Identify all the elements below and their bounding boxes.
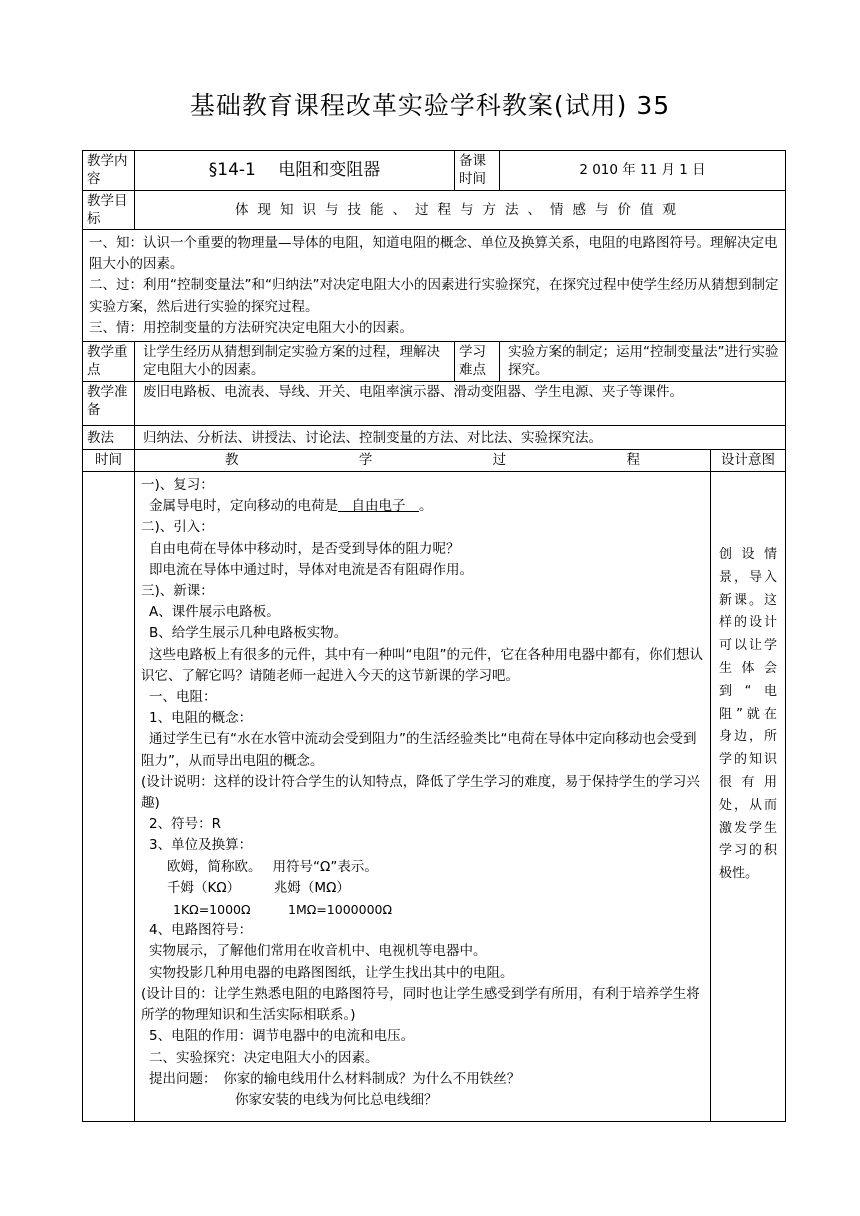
method-label: 教法 — [83, 426, 135, 450]
new-item: B、给学生展示几种电路板实物。 — [149, 625, 348, 642]
process-cell — [135, 472, 711, 1122]
review-question: 金属导电时，定向移动的电荷是 自由电子 。 — [149, 498, 433, 515]
difficulty-text: 实验方案的制定；运用“控制变量法”进行实验探究。 — [500, 342, 786, 382]
goals-label: 教学目标 — [83, 191, 135, 230]
unit-title: 3、单位及换算： — [149, 837, 253, 854]
content-label: 教学内容 — [83, 151, 135, 191]
unit-line: 欧姆，简称欧。 用符号“Ω”表示。 — [167, 858, 378, 875]
new-paragraph: 这些电路板上有很多的元件，其中有一种叫“电阻”的元件，它在各种用电器中都有，你们想认识它、了解它吗？请随老师一起进入今天的这节新课的学习吧。 — [141, 646, 703, 684]
design-intent: 创设情景，导入新课。这样的设计可以让学生体会到“电阻”就在身边，所学的知识很有用处，从而激发学生学习的积极性。 — [711, 472, 786, 1122]
intent-header: 设计意图 — [711, 450, 786, 472]
focus-label: 教学重点 — [83, 342, 135, 382]
function-line: 5、电阻的作用：调节电器中的电流和电压。 — [149, 1028, 415, 1045]
lesson-plan-table — [82, 150, 786, 1122]
goal-emotion: 三、情：用控制变量的方法研究决定电阻大小的因素。 — [89, 319, 413, 336]
circuit-line: 实物投影几种用电器的电路图图纸，让学生找出其中的电阻。 — [149, 964, 514, 981]
time-cell — [83, 472, 135, 1122]
row-process-header — [83, 450, 786, 472]
row-focus — [83, 342, 786, 382]
prep-date: 2 010 年 11 月 1 日 — [500, 151, 786, 191]
circuit-line: 实物展示，了解他们常用在收音机中、电视机等电器中。 — [149, 943, 487, 960]
unit-line: 千姆（KΩ） 兆姆（MΩ） — [167, 879, 350, 896]
row-goals-header — [83, 191, 786, 230]
focus-text: 让学生经历从猜想到制定实验方案的过程，理解决定电阻大小的因素。 — [135, 342, 455, 382]
concept-note: (设计说明：这样的设计符合学生的认知特点，降低了学生学习的难度，易于保持学生的学习兴趣) — [141, 773, 700, 812]
method-text: 归纳法、分析法、讲授法、讨论法、控制变量的方法、对比法、实验探究法。 — [135, 426, 786, 450]
new-title: 三)、新课： — [141, 583, 214, 600]
prep-time-label: 备课时间 — [455, 151, 500, 191]
circuit-symbol-title: 4、电路图符号： — [149, 922, 253, 939]
time-header: 时间 — [83, 450, 135, 472]
unit-line: 1KΩ=1000Ω 1MΩ=1000000Ω — [173, 902, 393, 918]
process-header — [135, 450, 711, 472]
process-header-char: 过 — [492, 452, 507, 469]
process-header-char: 教 — [225, 452, 239, 469]
difficulty-label: 学习难点 — [455, 342, 500, 382]
section-experiment: 二、实验探究：决定电阻大小的因素。 — [149, 1049, 379, 1066]
new-item: A、课件展示电路板。 — [149, 604, 280, 621]
row-process-body — [83, 472, 786, 1122]
goal-knowledge: 一、知：认识一个重要的物理量—导体的电阻，知道电阻的概念、单位及换算关系，电阻的电路图符号。理解决定电阻大小的因素。 — [89, 235, 778, 273]
prep-label: 教学准备 — [83, 382, 135, 426]
symbol-line: 2、符号：R — [149, 816, 221, 833]
goals-text — [83, 230, 786, 342]
page-title: 基础教育课程改革实验学科教案(试用) 35 — [189, 91, 671, 120]
review-answer: 自由电子 — [338, 498, 419, 515]
concept-title: 1、电阻的概念： — [149, 710, 253, 727]
question-line: 提出问题： 你家的输电线用什么材料制成？为什么不用铁丝？ — [149, 1070, 521, 1087]
question-line: 你家安装的电线为何比总电线细？ — [235, 1091, 438, 1108]
row-prep — [83, 382, 786, 426]
lesson-topic: §14-1 电阻和变阻器 — [135, 151, 455, 191]
process-header-char: 学 — [358, 452, 373, 469]
intro-line: 自由电荷在导体中移动时，是否受到导体的阻力呢？ — [149, 540, 460, 557]
review-title: 一)、复习： — [141, 477, 214, 494]
process-header-char: 程 — [626, 452, 640, 469]
section-resistance: 一、电阻： — [149, 689, 217, 706]
intro-title: 二)、引入： — [141, 519, 214, 536]
circuit-note: (设计目的：让学生熟悉电阻的电路图符号，同时也让学生感受到学有所用，有利于培养学生将所学的物理知识和生活实际相联系。) — [141, 985, 700, 1024]
goal-process: 二、过：利用“控制变量法”和“归纳法”对决定电阻大小的因素进行实验探究，在探究过程中使学生经历从猜想到制定实验方案，然后进行实验的探究过程。 — [89, 277, 779, 315]
intro-line: 即电流在导体中通过时，导体对电流是否有阻碍作用。 — [149, 561, 473, 578]
row-method — [83, 426, 786, 450]
prep-text: 废旧电路板、电流表、导线、开关、电阻率演示器、滑动变阻器、学生电源、夹子等课件。 — [135, 382, 786, 426]
goals-header: 体现知识与技能、过程与方法、情感与价值观 — [135, 191, 786, 230]
row-content — [83, 151, 786, 191]
row-goals-body — [83, 230, 786, 342]
concept-text: 通过学生已有“水在水管中流动会受到阻力”的生活经验类比“电荷在导体中定向移动也会受到阻力”，从而导出电阻的概念。 — [141, 731, 697, 769]
